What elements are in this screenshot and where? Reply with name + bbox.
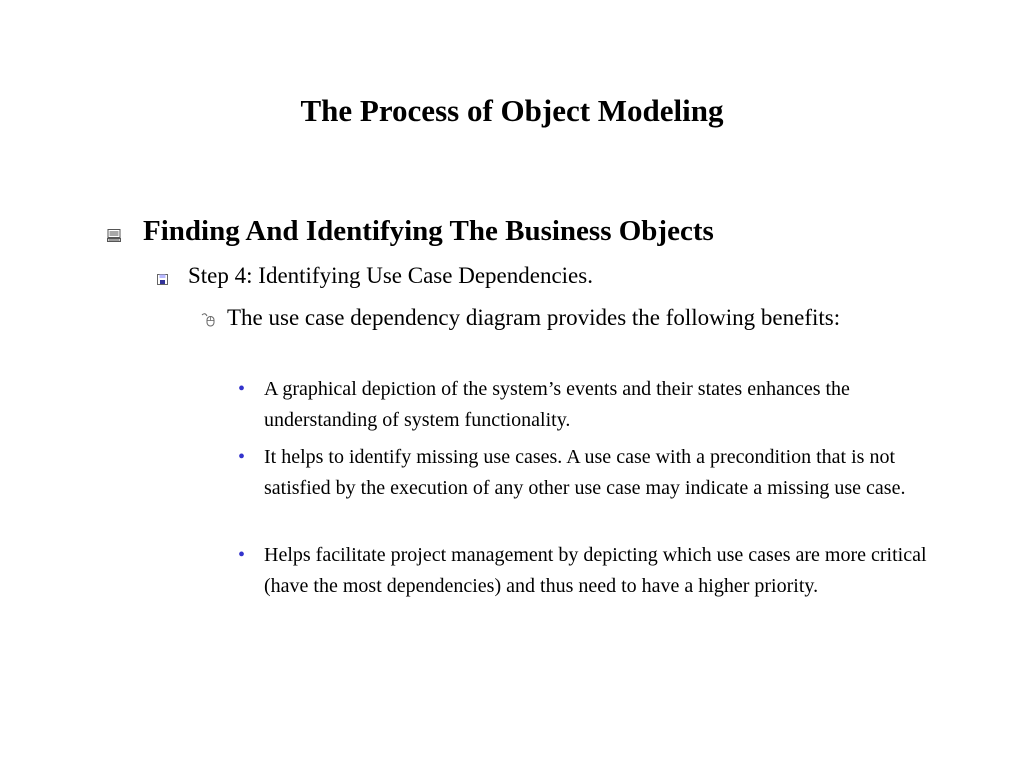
slide-title: The Process of Object Modeling [300,93,724,128]
level2-step: Step 4: Identifying Use Case Dependencies. [188,263,593,288]
bullet-dot: • [238,446,246,468]
bullet-dot: • [238,544,246,566]
level3-point: The use case dependency diagram provides the following benefits: [227,305,841,330]
benefit-item: Helps facilitate project management by depicting which use cases are more critical (have the most dependencies) and thus need to have a higher priority. [264,544,927,597]
level1-heading: Finding And Identifying The Business Objects [143,215,714,247]
benefit-item: It helps to identify missing use cases. A use case with a precondition that is not satisfied by the execution of any other use case may indicate a missing use case. [264,446,906,499]
computer-icon [107,229,121,242]
mouse-icon [201,312,217,327]
benefit-item: A graphical depiction of the system’s events and their states enhances the understanding of system functionality. [264,378,850,431]
bullet-dot: • [238,378,246,400]
floppy-disk-icon [157,272,168,283]
